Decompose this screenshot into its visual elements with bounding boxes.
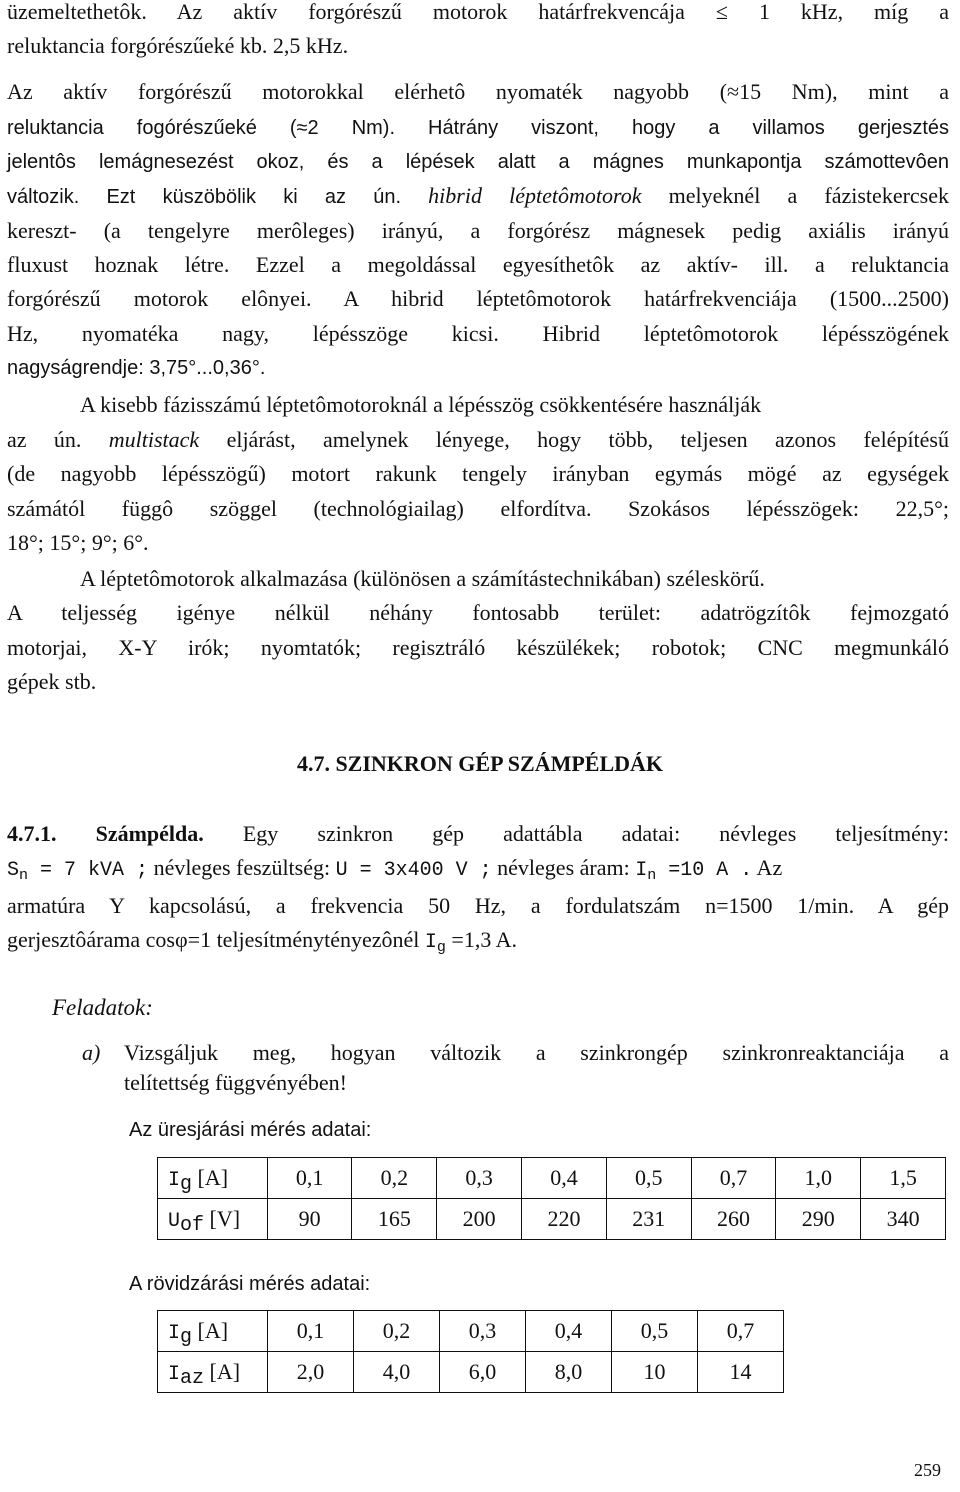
row-header: $U_{of}$ [V] [158, 1199, 268, 1240]
row-header: $I_{az}$ [A] [158, 1352, 268, 1393]
table-cell: 0,1 [268, 1311, 354, 1352]
text-line: 18°; 15°; 9°; 6°. [7, 530, 149, 555]
table-row [158, 1311, 784, 1352]
text-line: A léptetômotorok alkalmazása (különösen a számítástechnikában) széleskörű. [80, 566, 765, 591]
table-cell: 10 [612, 1352, 698, 1393]
table-cell: 90 [267, 1199, 352, 1240]
no-load-label: Az üresjárási mérés adatai: [129, 1119, 372, 1141]
table-cell: 165 [352, 1199, 437, 1240]
text-span: Hz, nyomatéka nagy, lépésszöge kicsi. [7, 321, 499, 346]
formula-sn: $S_n = 7$ kVA ; [7, 859, 149, 884]
text-line: reluktancia forgórészűeké kb. 2,5 kHz. [7, 33, 349, 58]
task-label: a) [82, 1040, 101, 1065]
table-cell: 200 [437, 1199, 522, 1240]
emphasis-text: hibrid léptetômotorok [401, 183, 642, 208]
text-line: számától függô szöggel (technológiailag) elfordítva. Szokásos lépésszögek: 22,5°; [7, 496, 949, 521]
page-number: 259 [914, 1460, 941, 1480]
text-span: az ún. [7, 427, 109, 452]
emphasis-text: multistack [108, 427, 200, 452]
table-row [158, 1199, 946, 1240]
short-circuit-table [157, 1310, 784, 1393]
table-cell: 0,3 [440, 1311, 526, 1352]
table-cell: 220 [522, 1199, 607, 1240]
table-cell: 260 [691, 1199, 776, 1240]
text-span: melyeknél a fázistekercsek [641, 183, 949, 208]
text-span: A hibrid léptetômotorok határfrekvenciája (1500...2500) [311, 286, 950, 311]
table-row [158, 1352, 784, 1393]
table-cell: 6,0 [440, 1352, 526, 1393]
text-line: gépek stb. [7, 669, 97, 694]
table-cell: 0,1 [267, 1158, 352, 1199]
example-line [7, 927, 517, 956]
text-line: Az aktív forgórészű motorokkal elérhetô nyomaték nagyobb (≈15 Nm), mint a [7, 79, 949, 104]
task-text: telítettség függvényében! [124, 1070, 347, 1095]
row-header: $I_g$ [A] [158, 1158, 268, 1199]
text-span: Ezzel a megoldással egyesíthetôk az aktív- ill. [229, 252, 789, 277]
text-span: Az [752, 855, 783, 880]
text-span: a reluktancia [788, 252, 949, 277]
example-line [7, 855, 949, 884]
example-title: 4.7.1. Számpélda. [7, 821, 204, 846]
text-span: változik. Ezt küszöbölik ki az ún. [7, 186, 402, 208]
text-span: Hibrid léptetômotorok lépésszögének [498, 321, 949, 346]
table-cell: 0,4 [526, 1311, 612, 1352]
table-cell: 0,2 [354, 1311, 440, 1352]
table-cell: 1,0 [776, 1158, 861, 1199]
table-cell: 0,7 [691, 1158, 776, 1199]
text-span: Egy szinkron gép adattábla adatai: névleges teljesítmény: [203, 821, 949, 846]
section-heading: 4.7. SZINKRON GÉP SZÁMPÉLDÁK [296, 751, 664, 776]
table-cell: 340 [861, 1199, 946, 1240]
table-cell: 0,3 [437, 1158, 522, 1199]
table-cell: 8,0 [526, 1352, 612, 1393]
tasks-header: Feladatok: [52, 995, 153, 1020]
text-line: A teljesség igénye nélkül néhány fontosabb terület: adatrögzítôk fejmozgató [7, 600, 949, 625]
text-line [7, 114, 949, 141]
task-text: Vizsgáljuk meg, hogyan változik a szinkrongép szinkronreaktanciája a [124, 1040, 949, 1065]
text-span: névleges feszültség: [148, 855, 336, 880]
text-line: A kisebb fázisszámú léptetômotoroknál a lépésszög csökkentésére használják [80, 392, 762, 417]
text-line: motorjai, X-Y irók; nyomtatók; regisztráló készülékek; robotok; CNC megmunkáló [7, 635, 949, 660]
text-span: eljárást, amelynek lényege, hogy több, teljesen azonos felépítésű [199, 427, 949, 452]
text-line: kereszt- (a tengelyre merôleges) irányú, a forgórész mágnesek pedig axiális irányú [7, 218, 949, 243]
table-cell: 4,0 [354, 1352, 440, 1393]
table-cell: 14 [698, 1352, 784, 1393]
short-circuit-label: A rövidzárási mérés adatai: [129, 1273, 371, 1295]
formula-u: U = 3x400 V ; [335, 859, 492, 882]
text-span: reluktancia fogórészűeké (≈2 Nm). [7, 117, 396, 139]
text-line: nagyságrendje: 3,75°...0,36°. [7, 357, 266, 379]
table-cell: 0,5 [612, 1311, 698, 1352]
table-cell: 0,4 [522, 1158, 607, 1199]
text-line [7, 252, 949, 278]
table-cell: 290 [776, 1199, 861, 1240]
table-cell: 1,5 [861, 1158, 946, 1199]
text-span: névleges áram: [491, 855, 636, 880]
text-span: fluxust hoznak létre. [7, 252, 230, 277]
text-line [7, 427, 949, 453]
example-line: armatúra Y kapcsolású, a frekvencia 50 Hz, a fordulatszám n=1500 1/min. A gép [7, 893, 949, 918]
text-span: forgórészű motorok elônyei. [7, 286, 312, 311]
text-line [7, 286, 949, 312]
formula-ig: $I_g$ [424, 931, 446, 956]
text-line: üzemeltethetôk. Az aktív forgórészű motorok határfrekvencája ≤ 1 kHz, míg a [7, 0, 949, 24]
table-cell: 0,2 [352, 1158, 437, 1199]
table-cell: 0,5 [606, 1158, 691, 1199]
formula-in: $I_n =10$ A . [635, 859, 753, 884]
table-row [158, 1158, 946, 1199]
table-cell: 0,7 [698, 1311, 784, 1352]
text-line: (de nagyobb lépésszögű) motort rakunk tengely irányban egymás mögé az egységek [7, 461, 949, 486]
text-line: jelentôs lemágnesezést okoz, és a lépések alatt a mágnes munkapontja számottevôen [7, 151, 949, 173]
text-line [7, 321, 949, 347]
text-span: Hátrány viszont, hogy a villamos gerjesztés [395, 117, 949, 139]
table-cell: 2,0 [268, 1352, 354, 1393]
text-line [7, 183, 949, 210]
example-line [7, 821, 949, 847]
text-span: =1,3 A. [445, 927, 518, 952]
row-header: $I_g$ [A] [158, 1311, 268, 1352]
table-cell: 231 [606, 1199, 691, 1240]
no-load-table [157, 1157, 946, 1240]
text-span: gerjesztôárama cosφ=1 teljesítménytényezônél [7, 927, 425, 952]
